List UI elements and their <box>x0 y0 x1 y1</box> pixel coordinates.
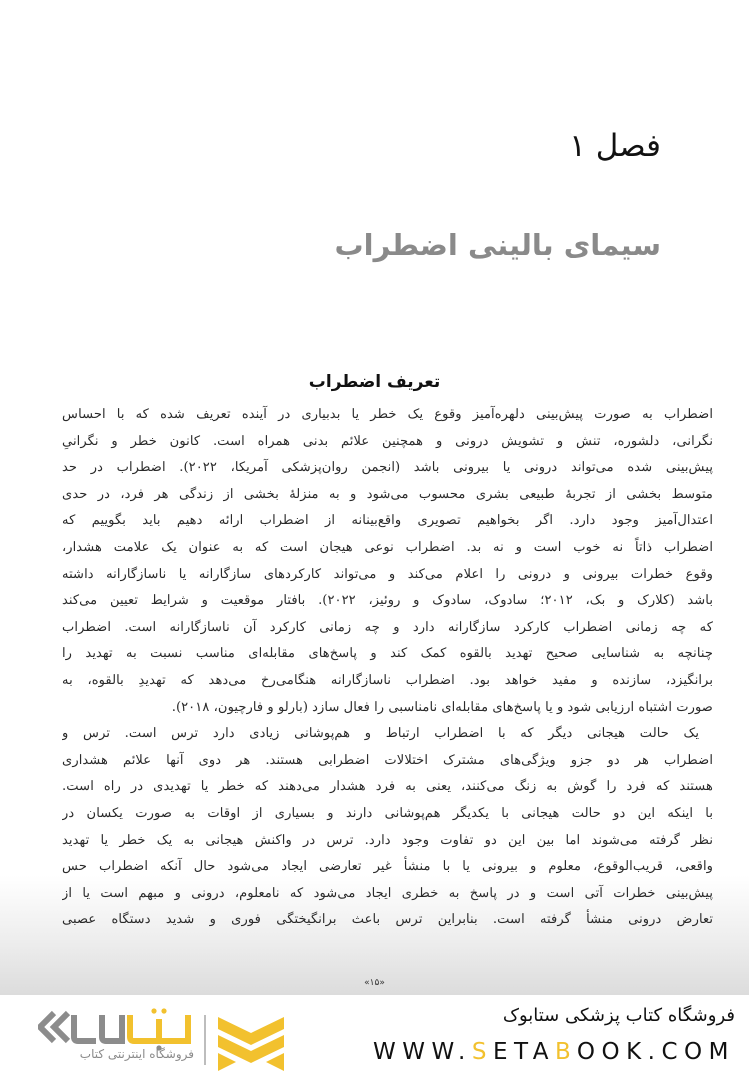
body-line: اضطراب به صورت پیش‌بینی دلهره‌آمیز وقوع یک خطر یا بدبیاری در آینده تعریف شده که با احساس <box>62 407 713 422</box>
section-heading: تعریف اضطراب <box>308 372 441 392</box>
body-line: که چه زمانی اضطراب کارکرد سازگارانه دارد و چه زمانی کارکرد آن ناسازگارانه است. اضطراب <box>62 619 713 635</box>
body-line: پیش‌بینی خطرات آتی است و در پاسخ به خطری ایجاد می‌شود که نامعلوم، درونی و مبهم است یا از <box>62 885 713 901</box>
page-number: «۱۵» <box>364 978 385 988</box>
body-line: صورت اشتباه ارزیابی شود و یا پاسخ‌های مقابله‌ای نامناسبی را فعال سازد (بارلو و فارچیون، ۲۰۱۸). <box>171 699 713 715</box>
chapter-number: فصل ۱ <box>569 128 661 164</box>
body-line: هستند که فرد را گوش به زنگ می‌کنند، یعنی به فرد هشدار می‌دهند که خطر یا تهدیدی در راه است. <box>62 779 713 795</box>
body-line: چنانچه به شناسایی صحیح تهدید بالقوه کمک کند و پاسخ‌های مقابله‌ای مناسب نسبت به تهدید را <box>62 646 713 662</box>
url-accent-letter: B <box>555 1039 577 1065</box>
body-line: با اینکه این دو حالت هیجانی با یکدیگر هم‌پوشانی دارند و بسیاری از اوقات به صورت یکسان در <box>62 805 713 821</box>
logo-tagline: فروشگاه اینترنتی کتاب <box>79 1047 194 1061</box>
logo-divider <box>204 1015 206 1065</box>
setabook-logo[interactable] <box>36 1007 296 1071</box>
body-line: اعتدال‌آمیز وجود دارد. اگر بخواهیم تصویری واقع‌بینانه از اضطراب ارائه دهیم باید بگوییم که <box>62 513 713 529</box>
body-line: یک حالت هیجانی دیگر که با اضطراب ارتباط و هم‌پوشانی زیادی دارد ترس است. ترس و <box>62 726 699 742</box>
body-line: پیش‌بینی شده می‌تواند درونی یا بیرونی باشد (انجمن روان‌پزشکی آمریکا، ۲۰۲۲). اضطراب در حد <box>62 460 713 476</box>
body-line: متوسط بخشی از تجربهٔ طبیعی بشری محسوب می‌شود و به منزلهٔ بخشی از زندگی هر فرد، در حدی <box>62 486 713 502</box>
chapter-title: سیمای بالینی اضطراب <box>334 228 661 262</box>
body-line: برانگیزد، سازنده و مفید خواهد بود. اضطراب ناسازگارانه هنگامی‌رخ می‌دهد که تهدیدِ بالقوه، به <box>62 672 713 688</box>
body-line: واقعی، قریب‌الوقوع، معلوم و بیرونی یا با منشأ غیر تعارضی ایجاد می‌شود حال آنکه اضطراب حس <box>62 859 713 875</box>
body-line: وقوع خطرات بیرونی و درونی را اعلام می‌کند و می‌تواند کارکردهای سازگارانه یا ناسازگارانه داشته <box>62 566 713 582</box>
body-line: نظر گرفته می‌شوند اما بین این دو تفاوت وجود دارد. ترس در واکنش هیجانی به یک خطر یا تهدید <box>62 832 713 848</box>
logo-wordmark-icon <box>38 1007 193 1051</box>
body-line: اضطراب ذاتاً نه خوب است و نه بد. اضطراب نوعی هیجان است که به عنوان یک علامت هشدار، <box>62 539 713 555</box>
body-text <box>62 402 713 934</box>
logo-chevron-emblem-icon <box>216 1013 286 1071</box>
store-name: فروشگاه کتاب پزشکی ستابوک <box>502 1005 735 1026</box>
body-line: اضطراب هر دو جزو ویژگی‌های مشترک اختلالات اضطرابی هستند. هر دوی آنها علائم هشداری <box>62 752 713 768</box>
url-accent-letter: S <box>471 1039 493 1065</box>
store-url-link[interactable] <box>373 1039 735 1065</box>
body-line: باشد (کلارک و بک، ۲۰۱۲؛ سادوک، سادوک و روئیز، ۲۰۲۲). بافتار موقعیت و شرایط تعیین می‌کند <box>62 593 713 609</box>
url-part: OOK.COM <box>576 1039 735 1065</box>
url-part: WWW. <box>372 1039 472 1065</box>
body-line: نگرانی، دلشوره، تنش و تشویش درونی و همچنین علائم بدنی همراه است. کانون خطر و نگرانیِ <box>62 433 713 449</box>
body-line: تعارض درونی منشأ گرفته است. بنابراین ترس باعث برانگیختگی فوری و شدید دستگاه عصبی <box>62 912 713 928</box>
watermark-footer <box>0 995 749 1079</box>
url-part: ETA <box>492 1039 556 1065</box>
